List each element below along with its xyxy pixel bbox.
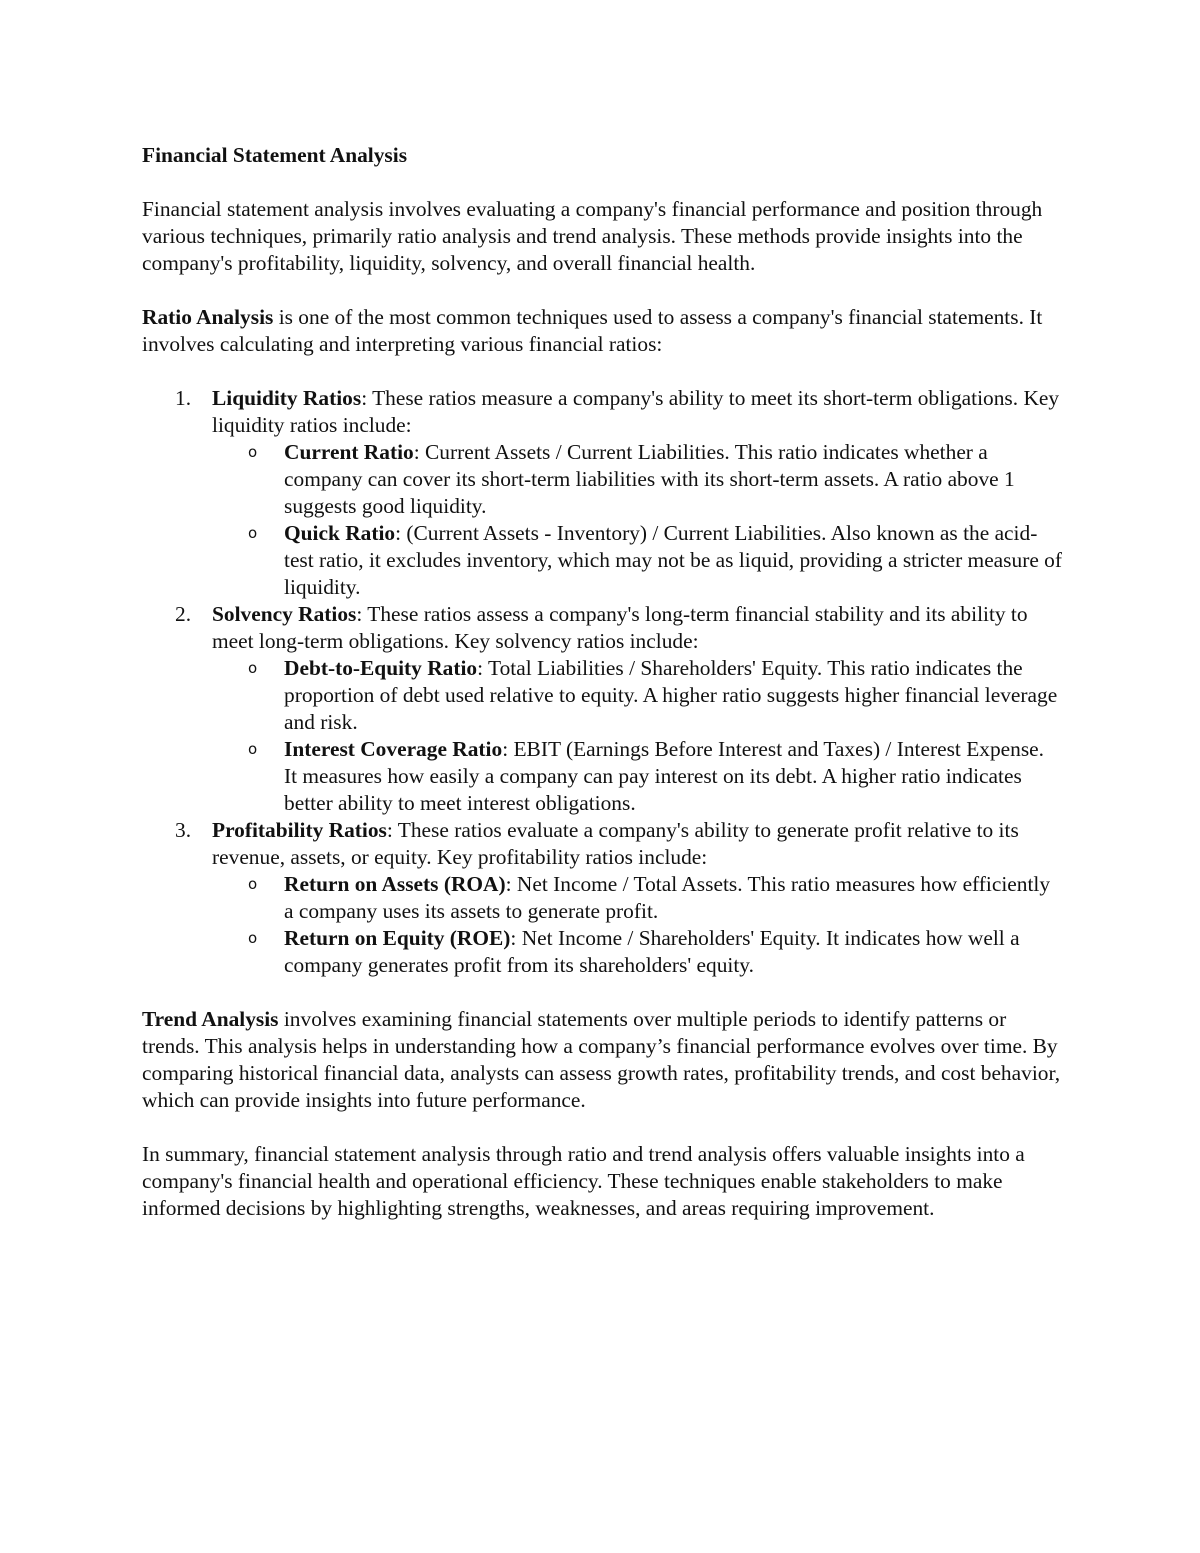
ratio-category-term: Liquidity Ratios	[212, 386, 362, 410]
sub-ratio-text: : Current Assets / Current Liabilities. This ratio indicates whether a company can cover its short-term liabilities with its short-term assets. A ratio above 1 suggests good liquidity.	[284, 440, 1015, 518]
trend-analysis-text: involves examining financial statements over multiple periods to identify patterns or trends. This analysis helps in understanding how a company’s financial performance evolves over time. By comparing historical financial data, analysts can assess growth rates, profitability trends, and cost behavior, which can provide insights into future performance.	[142, 1007, 1061, 1112]
bullet-icon: o	[248, 524, 258, 542]
bullet-icon: o	[248, 443, 258, 461]
sub-ratio-term: Return on Equity (ROE)	[284, 926, 511, 950]
ratio-category-text: : These ratios evaluate a company's ability to generate profit relative to its revenue, assets, or equity. Key profitability ratios include:	[212, 818, 1019, 869]
sub-ratio-term: Debt-to-Equity Ratio	[284, 656, 478, 680]
sub-ratio-list	[212, 655, 1062, 817]
ratio-category-term: Solvency Ratios	[212, 602, 357, 626]
summary-paragraph: In summary, financial statement analysis through ratio and trend analysis offers valuable insights into a company's financial health and operational efficiency. These techniques enable stakeholders to make informed decisions by highlighting strengths, weaknesses, and areas requiring improvement.	[142, 1142, 1025, 1220]
trend-analysis-heading: Trend Analysis	[142, 1007, 279, 1031]
bullet-icon: o	[248, 740, 258, 758]
bullet-icon: o	[248, 929, 258, 947]
sub-ratio-item	[212, 871, 1062, 925]
sub-ratio-text: : Total Liabilities / Shareholders' Equity. This ratio indicates the proportion of debt used relative to equity. A higher ratio suggests higher financial leverage and risk.	[284, 656, 1058, 734]
ratio-list-item	[142, 385, 1062, 601]
sub-ratio-text: : (Current Assets - Inventory) / Current Liabilities. Also known as the acid-test ratio, it excludes inventory, which may not be as liquid, providing a stricter measure of liquidity.	[284, 521, 1062, 599]
ratio-list	[142, 385, 1062, 979]
ratio-category-text: : These ratios measure a company's ability to meet its short-term obligations. Key liquidity ratios include:	[212, 386, 1060, 437]
trend-analysis-paragraph	[142, 1006, 1062, 1114]
sub-ratio-text: : EBIT (Earnings Before Interest and Taxes) / Interest Expense. It measures how easily a company can pay interest on its debt. A higher ratio indicates better ability to meet interest obligations.	[284, 737, 1045, 815]
sub-ratio-term: Return on Assets (ROA)	[284, 872, 506, 896]
document-page	[142, 142, 1062, 1222]
sub-ratio-text: : Net Income / Total Assets. This ratio measures how efficiently a company uses its assets to generate profit.	[284, 872, 1051, 923]
spacer	[142, 358, 1062, 385]
ratio-analysis-paragraph	[142, 304, 1062, 358]
list-number: 1.	[175, 386, 192, 410]
document-title: Financial Statement Analysis	[142, 143, 408, 167]
sub-ratio-term: Quick Ratio	[284, 521, 396, 545]
bullet-icon: o	[248, 875, 258, 893]
ratio-category-text: : These ratios assess a company's long-term financial stability and its ability to meet long-term obligations. Key solvency ratios include:	[212, 602, 1028, 653]
ratio-analysis-text: is one of the most common techniques used to assess a company's financial statements. It involves calculating and interpreting various financial ratios:	[142, 305, 1043, 356]
sub-ratio-term: Current Ratio	[284, 440, 414, 464]
bullet-icon: o	[248, 659, 258, 677]
sub-ratio-item	[212, 925, 1062, 979]
sub-ratio-term: Interest Coverage Ratio	[284, 737, 503, 761]
list-number: 2.	[175, 602, 192, 626]
ratio-list-item	[142, 817, 1062, 979]
sub-ratio-text: : Net Income / Shareholders' Equity. It indicates how well a company generates profit from its shareholders' equity.	[284, 926, 1020, 977]
ratio-analysis-heading: Ratio Analysis	[142, 305, 274, 329]
sub-ratio-item	[212, 655, 1062, 736]
list-number: 3.	[175, 818, 192, 842]
sub-ratio-item	[212, 520, 1062, 601]
ratio-list-item	[142, 601, 1062, 817]
sub-ratio-item	[212, 439, 1062, 520]
ratio-category-term: Profitability Ratios	[212, 818, 387, 842]
sub-ratio-list	[212, 871, 1062, 979]
intro-paragraph: Financial statement analysis involves evaluating a company's financial performance and position through various techniques, primarily ratio analysis and trend analysis. These methods provide insights into the company's profitability, liquidity, solvency, and overall financial health.	[142, 197, 1043, 275]
sub-ratio-item	[212, 736, 1062, 817]
sub-ratio-list	[212, 439, 1062, 601]
